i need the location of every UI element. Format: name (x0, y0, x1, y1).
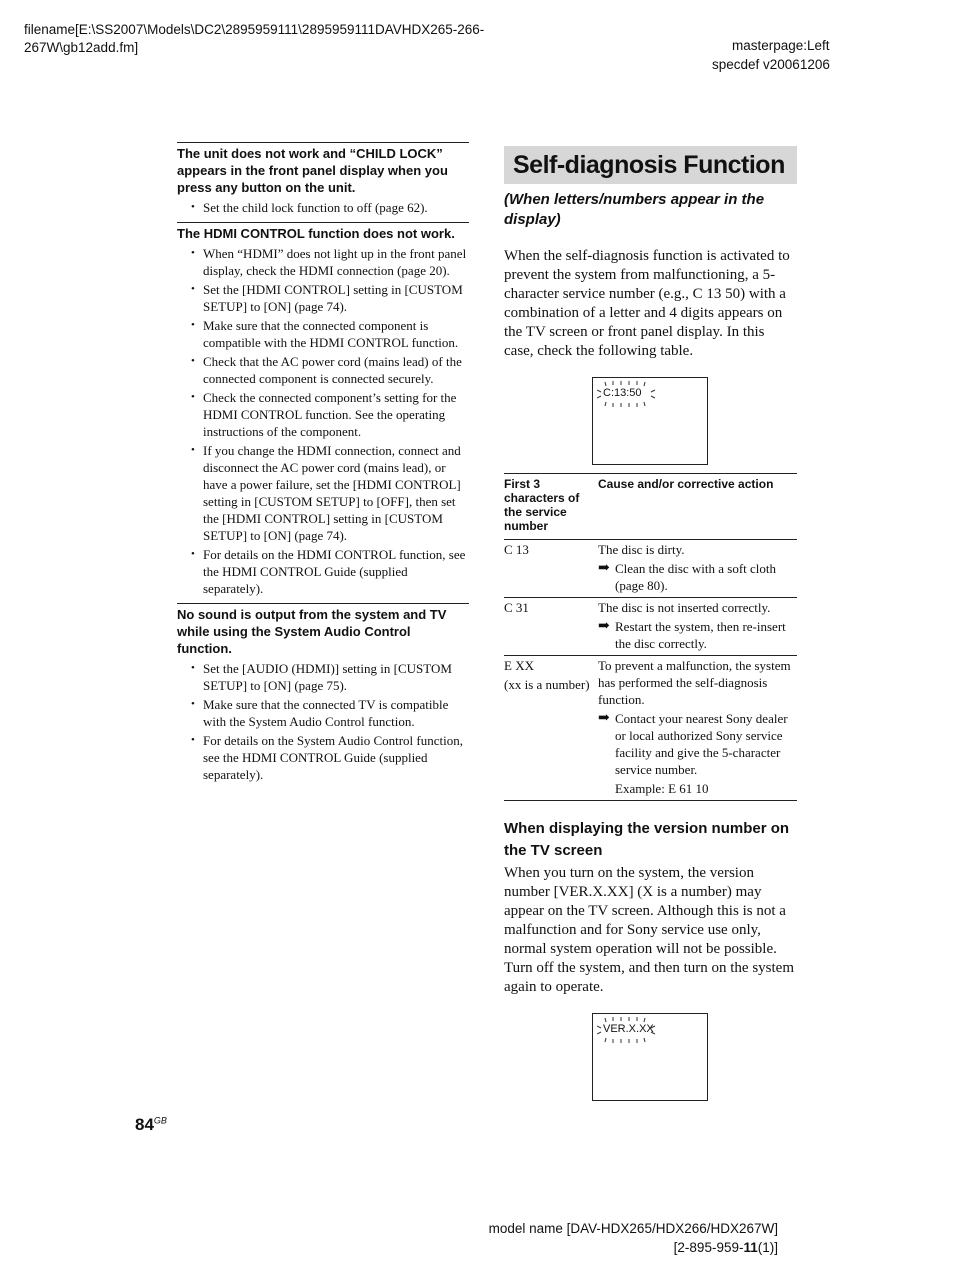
page-number-value: 84 (135, 1115, 154, 1134)
self-diagnosis-column (504, 146, 797, 1101)
footer-model-info (470, 1219, 778, 1257)
intro-paragraph: When the self-diagnosis function is activated to prevent the system from malfunctioning, a 5-character service number (e.g., C 13 50) with a combination of a letter and 4 digits appears on the TV screen or front panel display. In this case, check the following table. (504, 248, 790, 359)
arrow-right-icon: ➡ (598, 561, 610, 576)
list-item: • Set the child lock function to off (page 62). (177, 199, 469, 216)
table-row (504, 598, 797, 656)
table-row (504, 656, 797, 800)
remedy-item (598, 710, 797, 797)
example-text: Example: E 61 10 (615, 781, 709, 796)
masterpage-label: masterpage:Left (732, 38, 830, 53)
model-name: model name [DAV-HDX265/HDX266/HDX267W] (488, 1221, 778, 1236)
page-language-suffix: GB (153, 1115, 167, 1126)
display-readout: C:13:50 (603, 387, 642, 399)
list-item: • For details on the HDMI CONTROL function, see the HDMI CONTROL Guide (supplied separately). (177, 546, 469, 597)
list-item: • If you change the HDMI connection, connect and disconnect the AC power cord (mains lead), or have a power failure, set the [HDMI CONTROL] setting in [CUSTOM SETUP] to [OFF], then set the [HDMI CONTROL] setting in [CUSTOM SETUP] to [ON] (page 74). (177, 442, 469, 544)
section-heading: The HDMI CONTROL function does not work. (177, 222, 469, 242)
remedy-text: Contact your nearest Sony dealer or local authorized Sony service facility and give the 5-character service number. (615, 711, 788, 777)
remedy-text: Restart the system, then re-insert the disc correctly. (615, 619, 786, 651)
subtitle: (When letters/numbers appear in the display) (504, 191, 765, 228)
list-item: • Set the [HDMI CONTROL] setting in [CUSTOM SETUP] to [ON] (page 74). (177, 281, 469, 315)
header-masterpage (690, 36, 880, 74)
section-child-lock (177, 142, 469, 216)
page-number (135, 1115, 167, 1135)
list-item: • Check the connected component’s setting for the HDMI CONTROL function. See the operating instructions of the component. (177, 389, 469, 440)
cause-text: To prevent a malfunction, the system has performed the self-diagnosis function. (598, 658, 791, 707)
part-code-bold: 11 (743, 1240, 758, 1255)
bullet-list (177, 660, 469, 783)
version-heading: When displaying the version number on the TV screen (504, 820, 790, 859)
cause-text: The disc is not inserted correctly. (598, 600, 771, 615)
section-heading: The unit does not work and “CHILD LOCK” appears in the front panel display when you press any button on the unit. (177, 142, 469, 196)
service-code-cell (504, 656, 598, 800)
bullet-list (177, 245, 469, 597)
part-code-suffix: (1)] (757, 1240, 778, 1255)
remedy-text: Clean the disc with a soft cloth (page 80). (615, 561, 777, 593)
column-header-code: First 3 characters of the service number (504, 477, 580, 533)
list-item: • Set the [AUDIO (HDMI)] setting in [CUSTOM SETUP] to [ON] (page 75). (177, 660, 469, 694)
action-cell (598, 540, 797, 597)
display-illustration-service-number (592, 377, 708, 465)
bullet-list (177, 199, 469, 216)
action-cell (598, 656, 797, 800)
troubleshooting-column (177, 142, 469, 789)
section-heading: No sound is output from the system and TV while using the System Audio Control function. (177, 603, 469, 657)
table-row (504, 540, 797, 598)
filename-line-1: filename[E:\SS2007\Models\DC2\2895959111\2895959111DAVHDX265-266- (24, 22, 485, 37)
cause-text: The disc is dirty. (598, 542, 685, 557)
list-item: • Check that the AC power cord (mains lead) of the connected component is connected securely. (177, 353, 469, 387)
page-title: Self-diagnosis Function (504, 146, 797, 184)
list-item: • When “HDMI” does not light up in the front panel display, check the HDMI connection (page 20). (177, 245, 469, 279)
list-item: • Make sure that the connected TV is compatible with the System Audio Control function. (177, 696, 469, 730)
filename-line-2: 267W\gb12add.fm] (24, 40, 139, 55)
list-item: • For details on the System Audio Control function, see the HDMI CONTROL Guide (supplied separately). (177, 732, 469, 783)
action-cell (598, 598, 797, 655)
part-code (470, 1238, 778, 1257)
part-code-prefix: [2-895-959- (673, 1240, 744, 1255)
column-header-action: Cause and/or corrective action (598, 477, 774, 491)
list-item: • Make sure that the connected component is compatible with the HDMI CONTROL function. (177, 317, 469, 351)
version-paragraph: When you turn on the system, the version number [VER.X.XX] (X is a number) may appear on the TV screen. Although this is not a malfunction and for Sony service use only, normal system operation will not be possible. Turn off the system, and then turn on the system again to operate. (504, 865, 794, 995)
display-readout: VER.X.XX (603, 1023, 654, 1035)
section-hdmi-control (177, 222, 469, 597)
remedy-item (598, 618, 797, 652)
service-code: C 13 (504, 542, 529, 557)
service-code: C 31 (504, 600, 529, 615)
arrow-right-icon: ➡ (598, 619, 610, 634)
display-illustration-version (592, 1013, 708, 1101)
specdef-label: specdef v20061206 (712, 57, 830, 72)
service-code: E XX (504, 658, 534, 673)
remedy-item (598, 560, 797, 594)
service-code-note: (xx is a number) (504, 677, 590, 692)
section-no-sound (177, 603, 469, 783)
service-number-table (504, 473, 797, 801)
arrow-right-icon: ➡ (598, 711, 610, 726)
header-filename (24, 21, 544, 57)
table-header-row (504, 474, 797, 540)
